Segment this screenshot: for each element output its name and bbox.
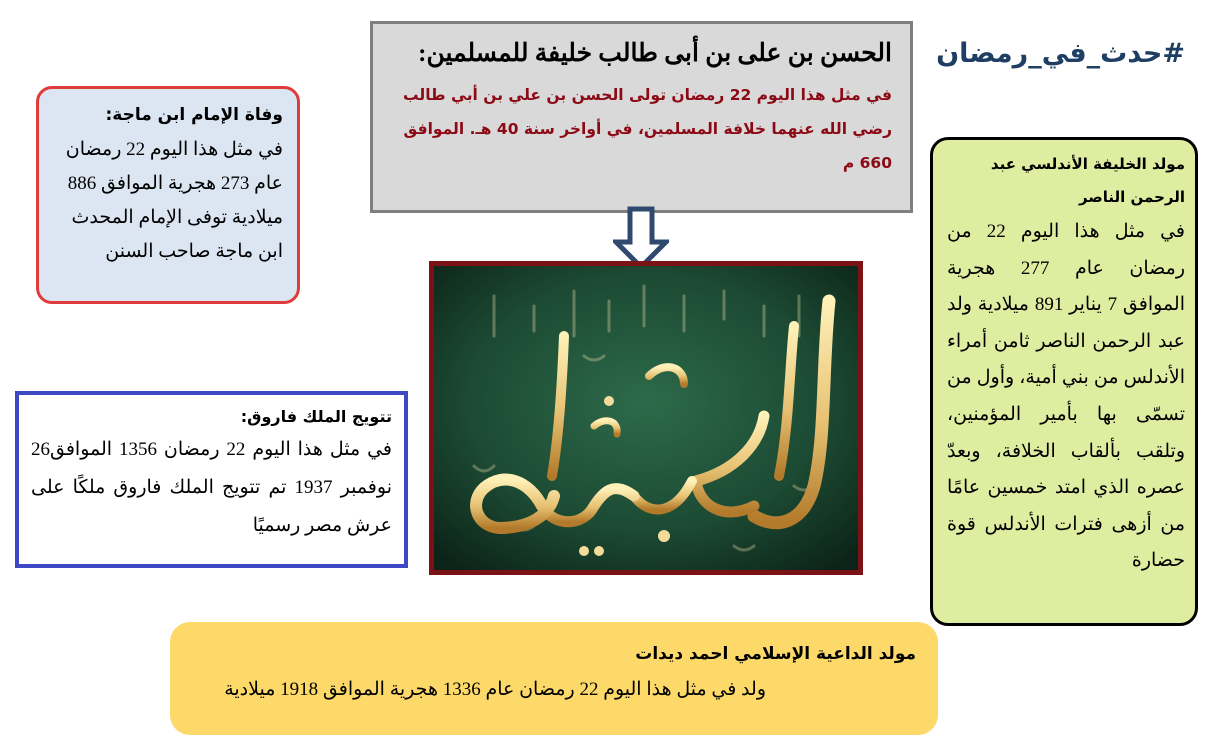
- hasan-card-body: في مثل هذا اليوم 22 رمضان تولى الحسن بن علي بن أبي طالب رضي الله عنهما خلافة المسلمين، في أواخر سنة 40 هـ. الموافق 660 م: [403, 86, 892, 172]
- farouk-coronation-card: [15, 391, 408, 568]
- hashtag-title: #حدث_في_رمضان: [936, 38, 1185, 69]
- farouk-card-title: تتويج الملك فاروق:: [240, 407, 392, 426]
- deedat-card-body: ولد في مثل هذا اليوم 22 رمضان عام 1336 هجرية الموافق 1918 ميلادية: [224, 679, 766, 700]
- abd-rahman-card-body: في مثل هذا اليوم 22 من رمضان عام 277 هجرية الموافق 7 يناير 891 ميلادية ولد عبد الرحمن الناصر ثامن أمراء الأندلس من بني أمية، وأول من تسمّى بها بأمير المؤمنين، وتلقب بألقاب الخلافة، وبعدّ عصره الذي امتد خمسين عامًا من أزهى فترات الأندلس قوة حضارة: [947, 221, 1186, 572]
- ibn-majah-card-title: وفاة الإمام ابن ماجة:: [105, 105, 283, 125]
- deedat-birth-card: [170, 622, 938, 735]
- calligraphy-image: [429, 261, 863, 575]
- ibn-majah-card-body: في مثل هذا اليوم 22 رمضان عام 273 هجرية الموافق 886 ميلادية توفى الإمام المحدث ابن ماجة صاحب السنن: [65, 139, 283, 262]
- hasan-caliph-card: [370, 21, 913, 213]
- abd-rahman-card: [930, 137, 1198, 626]
- hasan-card-title: الحسن بن على بن أبى طالب خليفة للمسلمين:: [418, 40, 892, 67]
- deedat-card-title: مولد الداعية الإسلامي احمد ديدات: [635, 644, 916, 664]
- ibn-majah-card: [36, 86, 300, 304]
- farouk-card-body: في مثل هذا اليوم 22 رمضان 1356 الموافق26 نوفمبر 1937 تم تتويج الملك فاروق ملكًا على عرش مصر رسميًا: [31, 439, 392, 536]
- abd-rahman-card-title: مولد الخليفة الأندلسي عبد الرحمن الناصر: [990, 155, 1185, 206]
